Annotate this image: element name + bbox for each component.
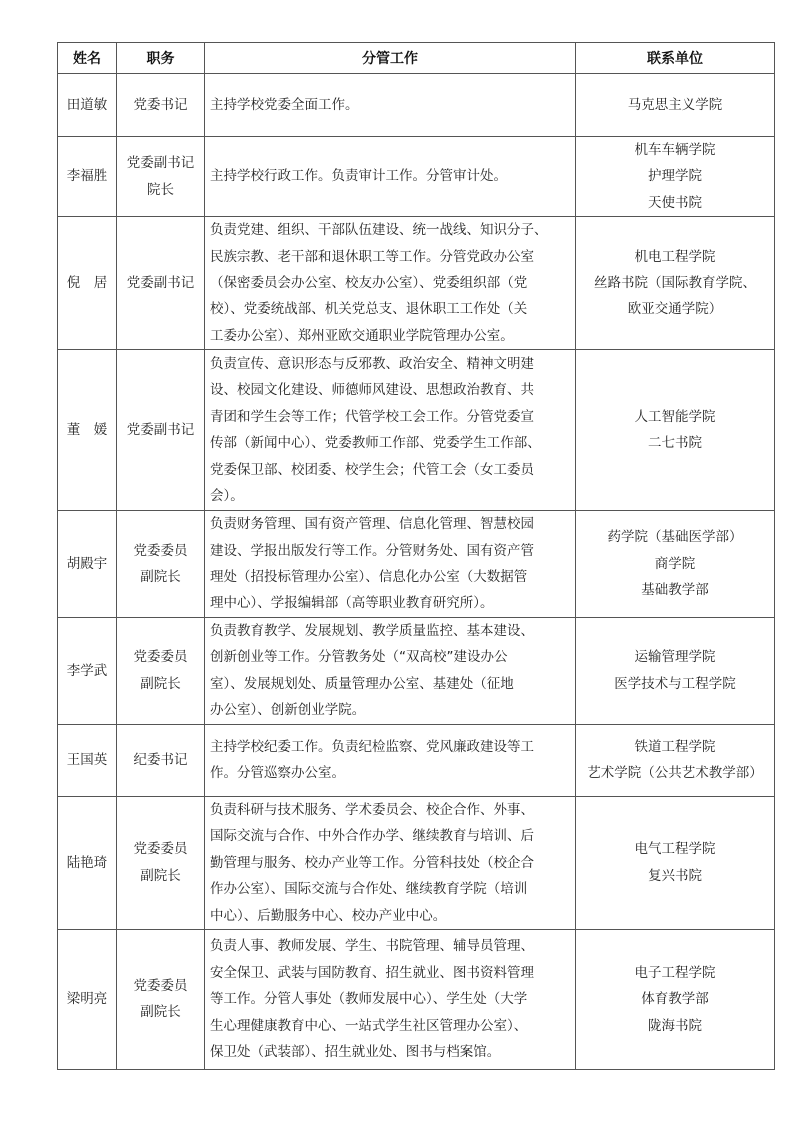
cell-work-line: 国际交流与合作、中外合作办学、继续教育与培训、后	[210, 828, 534, 845]
cell-work-line: 负责财务管理、国有资产管理、信息化管理、智慧校园	[210, 516, 534, 533]
cell-work-line: 安全保卫、武装与国防教育、招生就业、图书资料管理	[210, 964, 534, 981]
cell-units-line: 护理学院	[648, 168, 702, 185]
cell-units-line: 二七书院	[648, 435, 702, 452]
cell-work-line: 负责党建、组织、干部队伍建设、统一战线、知识分子、	[210, 222, 548, 239]
cell-units-line: 商学院	[654, 555, 696, 572]
cell-work	[205, 350, 576, 511]
cell-units-line: 机车车辆学院	[634, 142, 716, 158]
cell-position-line: 党委委员	[133, 978, 188, 994]
cell-position	[117, 350, 205, 511]
cell-work-line: 负责教育教学、发展规划、教学质量监控、基本建设、	[210, 623, 534, 640]
cell-units-line: 马克思主义学院	[627, 96, 723, 113]
cell-name: 李福胜	[58, 137, 117, 217]
cell-work	[205, 137, 576, 217]
cell-work-line: 主持学校行政工作。负责审计工作。分管审计处。	[210, 168, 507, 185]
cell-work	[205, 724, 576, 796]
cell-work-line: 会）。	[210, 488, 244, 505]
cell-name: 李学武	[58, 617, 117, 724]
cell-work-line: 党委保卫部、校团委、校学生会；代管工会（女工委员	[210, 461, 534, 478]
cell-units	[576, 350, 775, 511]
cell-position-line: 副院长	[140, 675, 181, 692]
cell-work	[205, 74, 576, 137]
cell-work-line: 生心理健康教育中心、一站式学生社区管理办公室）、	[210, 1017, 528, 1034]
cell-position-line: 党委副书记	[126, 422, 195, 439]
table-row	[58, 217, 775, 350]
table-row	[58, 617, 775, 724]
cell-position-line: 副院长	[140, 569, 181, 586]
cell-work	[205, 217, 576, 350]
cell-name: 胡殿宇	[58, 511, 117, 618]
cell-work-line: 民族宗教、老干部和退休职工等工作。分管党政办公室	[210, 248, 534, 265]
cell-position-line: 党委委员	[133, 649, 188, 666]
cell-work-line: 负责人事、教师发展、学生、书院管理、辅导员管理、	[210, 938, 534, 955]
cell-work-line: 主持学校党委全面工作。	[210, 96, 359, 113]
cell-position-line: 副院长	[140, 1004, 181, 1021]
cell-position	[117, 617, 205, 724]
cell-name: 倪 居	[58, 217, 117, 350]
table-row	[58, 724, 775, 796]
cell-units	[576, 511, 775, 618]
table-row	[58, 796, 775, 929]
cell-units-line: 陇海书院	[648, 1017, 702, 1034]
cell-work-line: 工委办公室）、郑州亚欧交通职业学院管理办公室。	[210, 327, 514, 344]
cell-work-line: 办公室）、创新创业学院。	[210, 702, 366, 719]
cell-work	[205, 511, 576, 618]
cell-position-line: 党委副书记	[126, 155, 195, 172]
cell-units-line: 艺术学院（公共艺术教学部）	[587, 765, 763, 782]
cell-work-line: 青团和学生会等工作；代管学校工会工作。分管党委宣	[210, 408, 534, 425]
cell-position-line: 党委书记	[133, 96, 188, 113]
cell-units	[576, 74, 775, 137]
header-row	[58, 43, 775, 74]
cell-units-line: 电气工程学院	[634, 841, 716, 858]
cell-position	[117, 137, 205, 217]
cell-units	[576, 796, 775, 929]
cell-name: 王国英	[58, 724, 117, 796]
cell-work-line: （保密委员会办公室、校友办公室）、党委组织部（党	[210, 275, 528, 292]
cell-position-line: 党委委员	[133, 841, 188, 858]
cell-work-line: 室）、发展规划处、质量管理办公室、基建处（征地	[210, 675, 514, 692]
cell-units	[576, 724, 775, 796]
cell-name: 陆艳琦	[58, 796, 117, 929]
cell-units	[576, 217, 775, 350]
cell-units-line: 电子工程学院	[634, 964, 716, 981]
cell-units	[576, 137, 775, 217]
table-row	[58, 74, 775, 137]
table-row	[58, 511, 775, 618]
cell-position	[117, 796, 205, 929]
header-work: 分管工作	[205, 43, 576, 74]
cell-position-line: 党委委员	[133, 542, 188, 559]
cell-name: 董 媛	[58, 350, 117, 511]
cell-units-line: 丝路书院（国际教育学院、	[594, 275, 756, 292]
cell-units-line: 人工智能学院	[634, 408, 716, 425]
cell-units	[576, 617, 775, 724]
cell-position	[117, 929, 205, 1069]
cell-position	[117, 724, 205, 796]
cell-work-line: 负责宣传、意识形态与反邪教、政治安全、精神文明建	[210, 356, 534, 373]
cell-position-line: 党委副书记	[126, 275, 195, 292]
table-row	[58, 929, 775, 1069]
cell-work-line: 作。分管巡察办公室。	[210, 765, 345, 782]
cell-work-line: 创新创业等工作。分管教务处（“双高校”建设办公	[210, 649, 508, 666]
cell-work-line: 主持学校纪委工作。负责纪检监察、党风廉政建设等工	[210, 738, 534, 755]
leadership-table	[57, 42, 775, 1070]
cell-work-line: 等工作。分管人事处（教师发展中心）、学生处（大学	[210, 991, 528, 1008]
cell-units-line: 欧亚交通学院）	[627, 301, 723, 318]
cell-units-line: 天使书院	[648, 194, 702, 211]
cell-work	[205, 617, 576, 724]
cell-work	[205, 796, 576, 929]
cell-name: 田道敏	[58, 74, 117, 137]
cell-position	[117, 217, 205, 350]
cell-name: 梁明亮	[58, 929, 117, 1069]
cell-units-line: 机电工程学院	[634, 248, 716, 265]
cell-units-line: 医学技术与工程学院	[614, 675, 736, 692]
cell-work-line: 勤管理与服务、校办产业等工作。分管科技处（校企合	[210, 854, 534, 871]
cell-position	[117, 74, 205, 137]
cell-units-line: 复兴书院	[648, 867, 702, 884]
cell-position-line: 纪委书记	[133, 752, 188, 769]
cell-units-line: 运输管理学院	[634, 649, 716, 666]
header-name: 姓名	[58, 43, 117, 74]
header-units: 联系单位	[576, 43, 775, 74]
cell-work-line: 校）、党委统战部、机关党总支、退休职工工作处（关	[210, 301, 528, 318]
cell-position-line: 院长	[147, 181, 174, 198]
cell-work-line: 作办公室）、国际交流与合作处、继续教育学院（培训	[210, 881, 528, 898]
cell-work-line: 传部（新闻中心）、党委教师工作部、党委学生工作部、	[210, 435, 541, 452]
header-position: 职务	[117, 43, 205, 74]
cell-work-line: 负责科研与技术服务、学术委员会、校企合作、外事、	[210, 801, 534, 818]
table-row	[58, 137, 775, 217]
cell-units-line: 药学院（基础医学部）	[607, 529, 743, 546]
cell-work-line: 理中心）、学报编辑部（高等职业教育研究所）。	[210, 595, 494, 612]
cell-work-line: 建设、学报出版发行等工作。分管财务处、国有资产管	[210, 542, 534, 559]
cell-work-line: 设、校园文化建设、师德师风建设、思想政治教育、共	[210, 382, 534, 399]
cell-units-line: 基础教学部	[641, 582, 709, 599]
table-row	[58, 350, 775, 511]
cell-work-line: 中心）、后勤服务中心、校办产业中心。	[210, 907, 447, 924]
cell-work-line: 理处（招投标管理办公室）、信息化办公室（大数据管	[210, 569, 528, 586]
cell-units	[576, 929, 775, 1069]
cell-work	[205, 929, 576, 1069]
cell-position-line: 副院长	[140, 867, 181, 884]
cell-units-line: 铁道工程学院	[634, 738, 716, 755]
cell-position	[117, 511, 205, 618]
cell-work-line: 保卫处（武装部）、招生就业处、图书与档案馆。	[210, 1044, 501, 1061]
cell-units-line: 体育教学部	[641, 991, 709, 1008]
